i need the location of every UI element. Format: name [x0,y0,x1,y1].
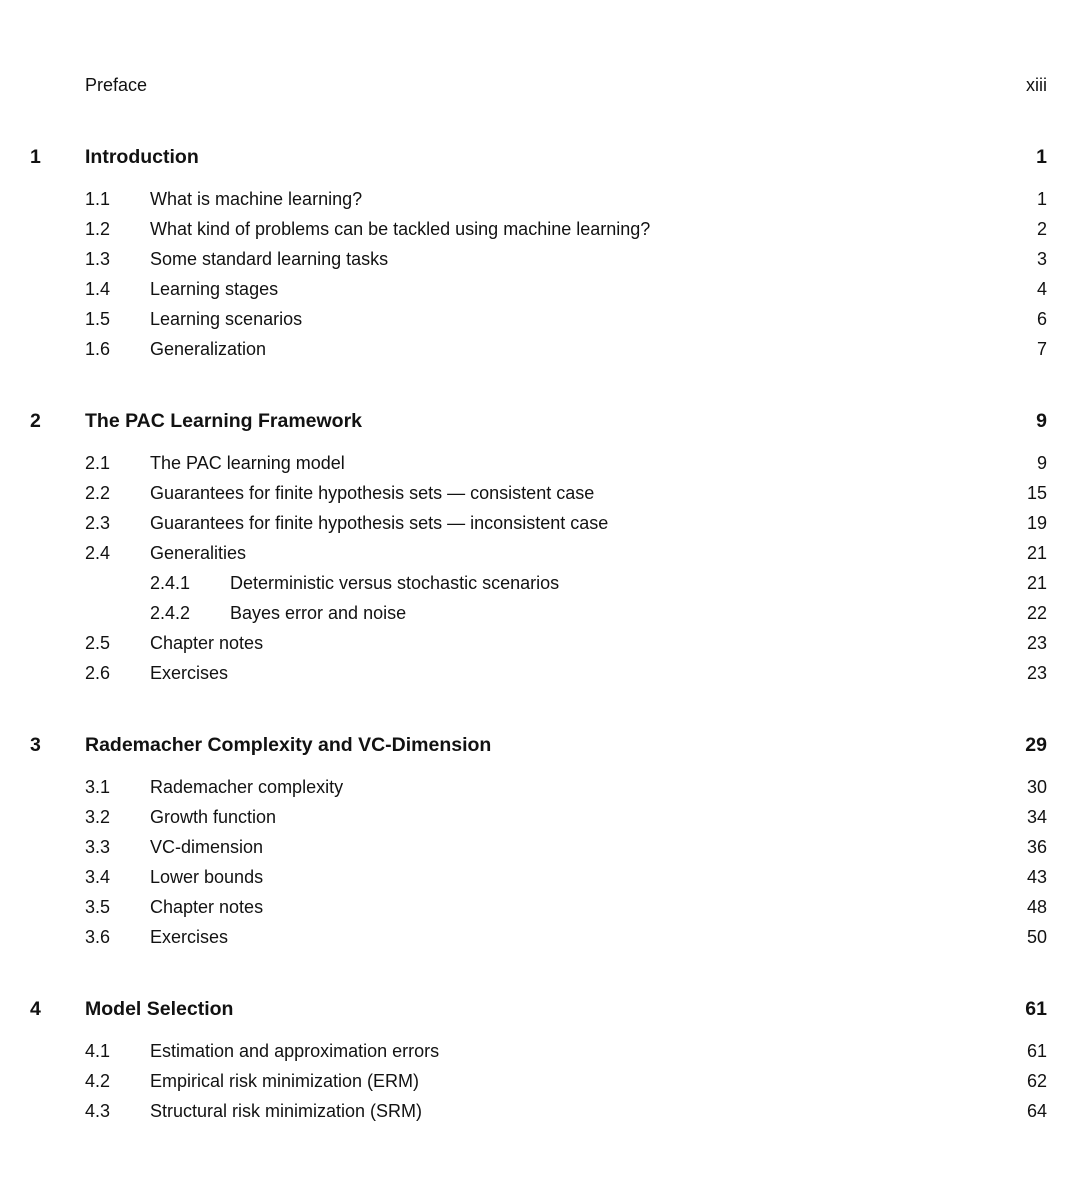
toc-section [30,538,1047,568]
toc-section [30,862,1047,892]
toc-section-num: 1.1 [85,189,111,209]
toc-section [30,508,1047,538]
toc-section [30,184,1047,214]
toc-section-title: Estimation and approximation errors [150,1041,440,1061]
toc-section-page: 64 [1026,1101,1047,1121]
toc-subsection-title: Deterministic versus stochastic scenarios [230,573,560,593]
toc-section-page: 3 [1036,249,1047,269]
toc-section-title: What is machine learning? [150,189,363,209]
toc-section-num: 3.2 [85,807,111,827]
toc-section-num: 2.2 [85,483,111,503]
toc-section-num: 1.3 [85,249,111,269]
toc-section [30,1066,1047,1096]
toc-subsection-title: Bayes error and noise [230,603,407,623]
toc-section [30,832,1047,862]
toc-section-title: Chapter notes [150,633,264,653]
toc-section-title: Empirical risk minimization (ERM) [150,1071,420,1091]
toc-section-page: 7 [1036,339,1047,359]
toc-section-num: 2.5 [85,633,111,653]
toc-section-page: 6 [1036,309,1047,329]
toc-section-page: 9 [1036,453,1047,473]
toc-preface [30,70,1047,100]
toc-section [30,334,1047,364]
toc-section-title: Structural risk minimization (SRM) [150,1101,423,1121]
toc-section-num: 2.1 [85,453,111,473]
toc-section [30,922,1047,952]
toc-section-title: The PAC learning model [150,453,345,473]
toc-chapter [30,994,1047,1024]
toc-section-title: Learning stages [150,279,279,299]
toc-chapter-title: The PAC Learning Framework [85,410,363,432]
toc-chapter [30,142,1047,172]
toc-section-title: Generalities [150,543,247,563]
toc-section-title: Guarantees for finite hypothesis sets — consistent case [150,483,595,503]
toc-section-title: Chapter notes [150,897,264,917]
toc-section [30,244,1047,274]
toc-section [30,628,1047,658]
toc-section [30,772,1047,802]
toc-section-num: 1.2 [85,219,111,239]
toc-section-num: 2.3 [85,513,111,533]
toc-section [30,892,1047,922]
toc-section-title: Lower bounds [150,867,264,887]
toc-chapter [30,730,1047,760]
toc-section-num: 1.6 [85,339,111,359]
toc-section-page: 2 [1036,219,1047,239]
toc-section-title: Learning scenarios [150,309,303,329]
toc-section [30,1096,1047,1126]
toc-chapter-title: Rademacher Complexity and VC-Dimension [85,734,492,756]
toc-subsection-num: 2.4.1 [150,573,191,593]
toc-chapter-title: Introduction [85,146,199,168]
toc-section-num: 4.3 [85,1101,111,1121]
toc-section-page: 15 [1026,483,1047,503]
toc-section-page: 43 [1026,867,1047,887]
toc-section-num: 3.3 [85,837,111,857]
toc-section-page: 34 [1026,807,1047,827]
toc-section-page: 4 [1036,279,1047,299]
toc-section-page: 48 [1026,897,1047,917]
toc-section-page: 50 [1026,927,1047,947]
toc-section [30,274,1047,304]
toc-section-page: 21 [1026,543,1047,563]
toc-section-title: Exercises [150,927,229,947]
toc-section-num: 1.5 [85,309,111,329]
toc-chapter-num: 4 [30,998,41,1020]
toc-section [30,304,1047,334]
toc-subsection [30,568,1047,598]
toc-list [30,70,1047,1126]
toc-chapter-page: 29 [1025,734,1047,756]
toc-section [30,478,1047,508]
toc-preface-title: Preface [85,75,148,95]
toc-chapter-num: 1 [30,146,41,168]
toc-section-num: 2.4 [85,543,111,563]
toc-section-num: 3.4 [85,867,111,887]
toc-section-page: 19 [1026,513,1047,533]
toc-section-page: 1 [1036,189,1047,209]
toc-section-page: 61 [1026,1041,1047,1061]
toc-section-num: 3.6 [85,927,111,947]
toc-section [30,214,1047,244]
toc-subsection-num: 2.4.2 [150,603,191,623]
toc-section-title: What kind of problems can be tackled using machine learning? [150,219,651,239]
toc-subsection-page: 21 [1026,573,1047,593]
toc-chapter [30,406,1047,436]
toc-section-num: 3.5 [85,897,111,917]
toc-section-num: 1.4 [85,279,111,299]
toc-chapter-page: 9 [1036,410,1047,432]
toc-section-page: 23 [1026,633,1047,653]
toc-section [30,802,1047,832]
toc-chapter-num: 2 [30,410,41,432]
toc-subsection-page: 22 [1026,603,1047,623]
toc-chapter-page: 61 [1025,998,1047,1020]
toc-section-num: 4.2 [85,1071,111,1091]
toc-section-num: 4.1 [85,1041,111,1061]
toc-section-num: 2.6 [85,663,111,683]
toc-chapter-page: 1 [1036,146,1047,168]
toc-chapter-num: 3 [30,734,41,756]
toc-section-title: Generalization [150,339,267,359]
toc-section-title: Exercises [150,663,229,683]
toc-section-page: 62 [1026,1071,1047,1091]
toc-section-page: 30 [1026,777,1047,797]
toc-section-title: Rademacher complexity [150,777,344,797]
toc-section [30,448,1047,478]
toc-section-title: Growth function [150,807,277,827]
toc-section-num: 3.1 [85,777,111,797]
toc-section [30,1036,1047,1066]
toc-subsection [30,598,1047,628]
toc-preface-page: xiii [1026,75,1047,95]
toc-section-page: 23 [1026,663,1047,683]
toc-section [30,658,1047,688]
toc-chapter-title: Model Selection [85,998,234,1020]
toc-section-title: VC-dimension [150,837,264,857]
toc-section-title: Guarantees for finite hypothesis sets — inconsistent case [150,513,609,533]
toc-section-title: Some standard learning tasks [150,249,389,269]
toc-section-page: 36 [1026,837,1047,857]
